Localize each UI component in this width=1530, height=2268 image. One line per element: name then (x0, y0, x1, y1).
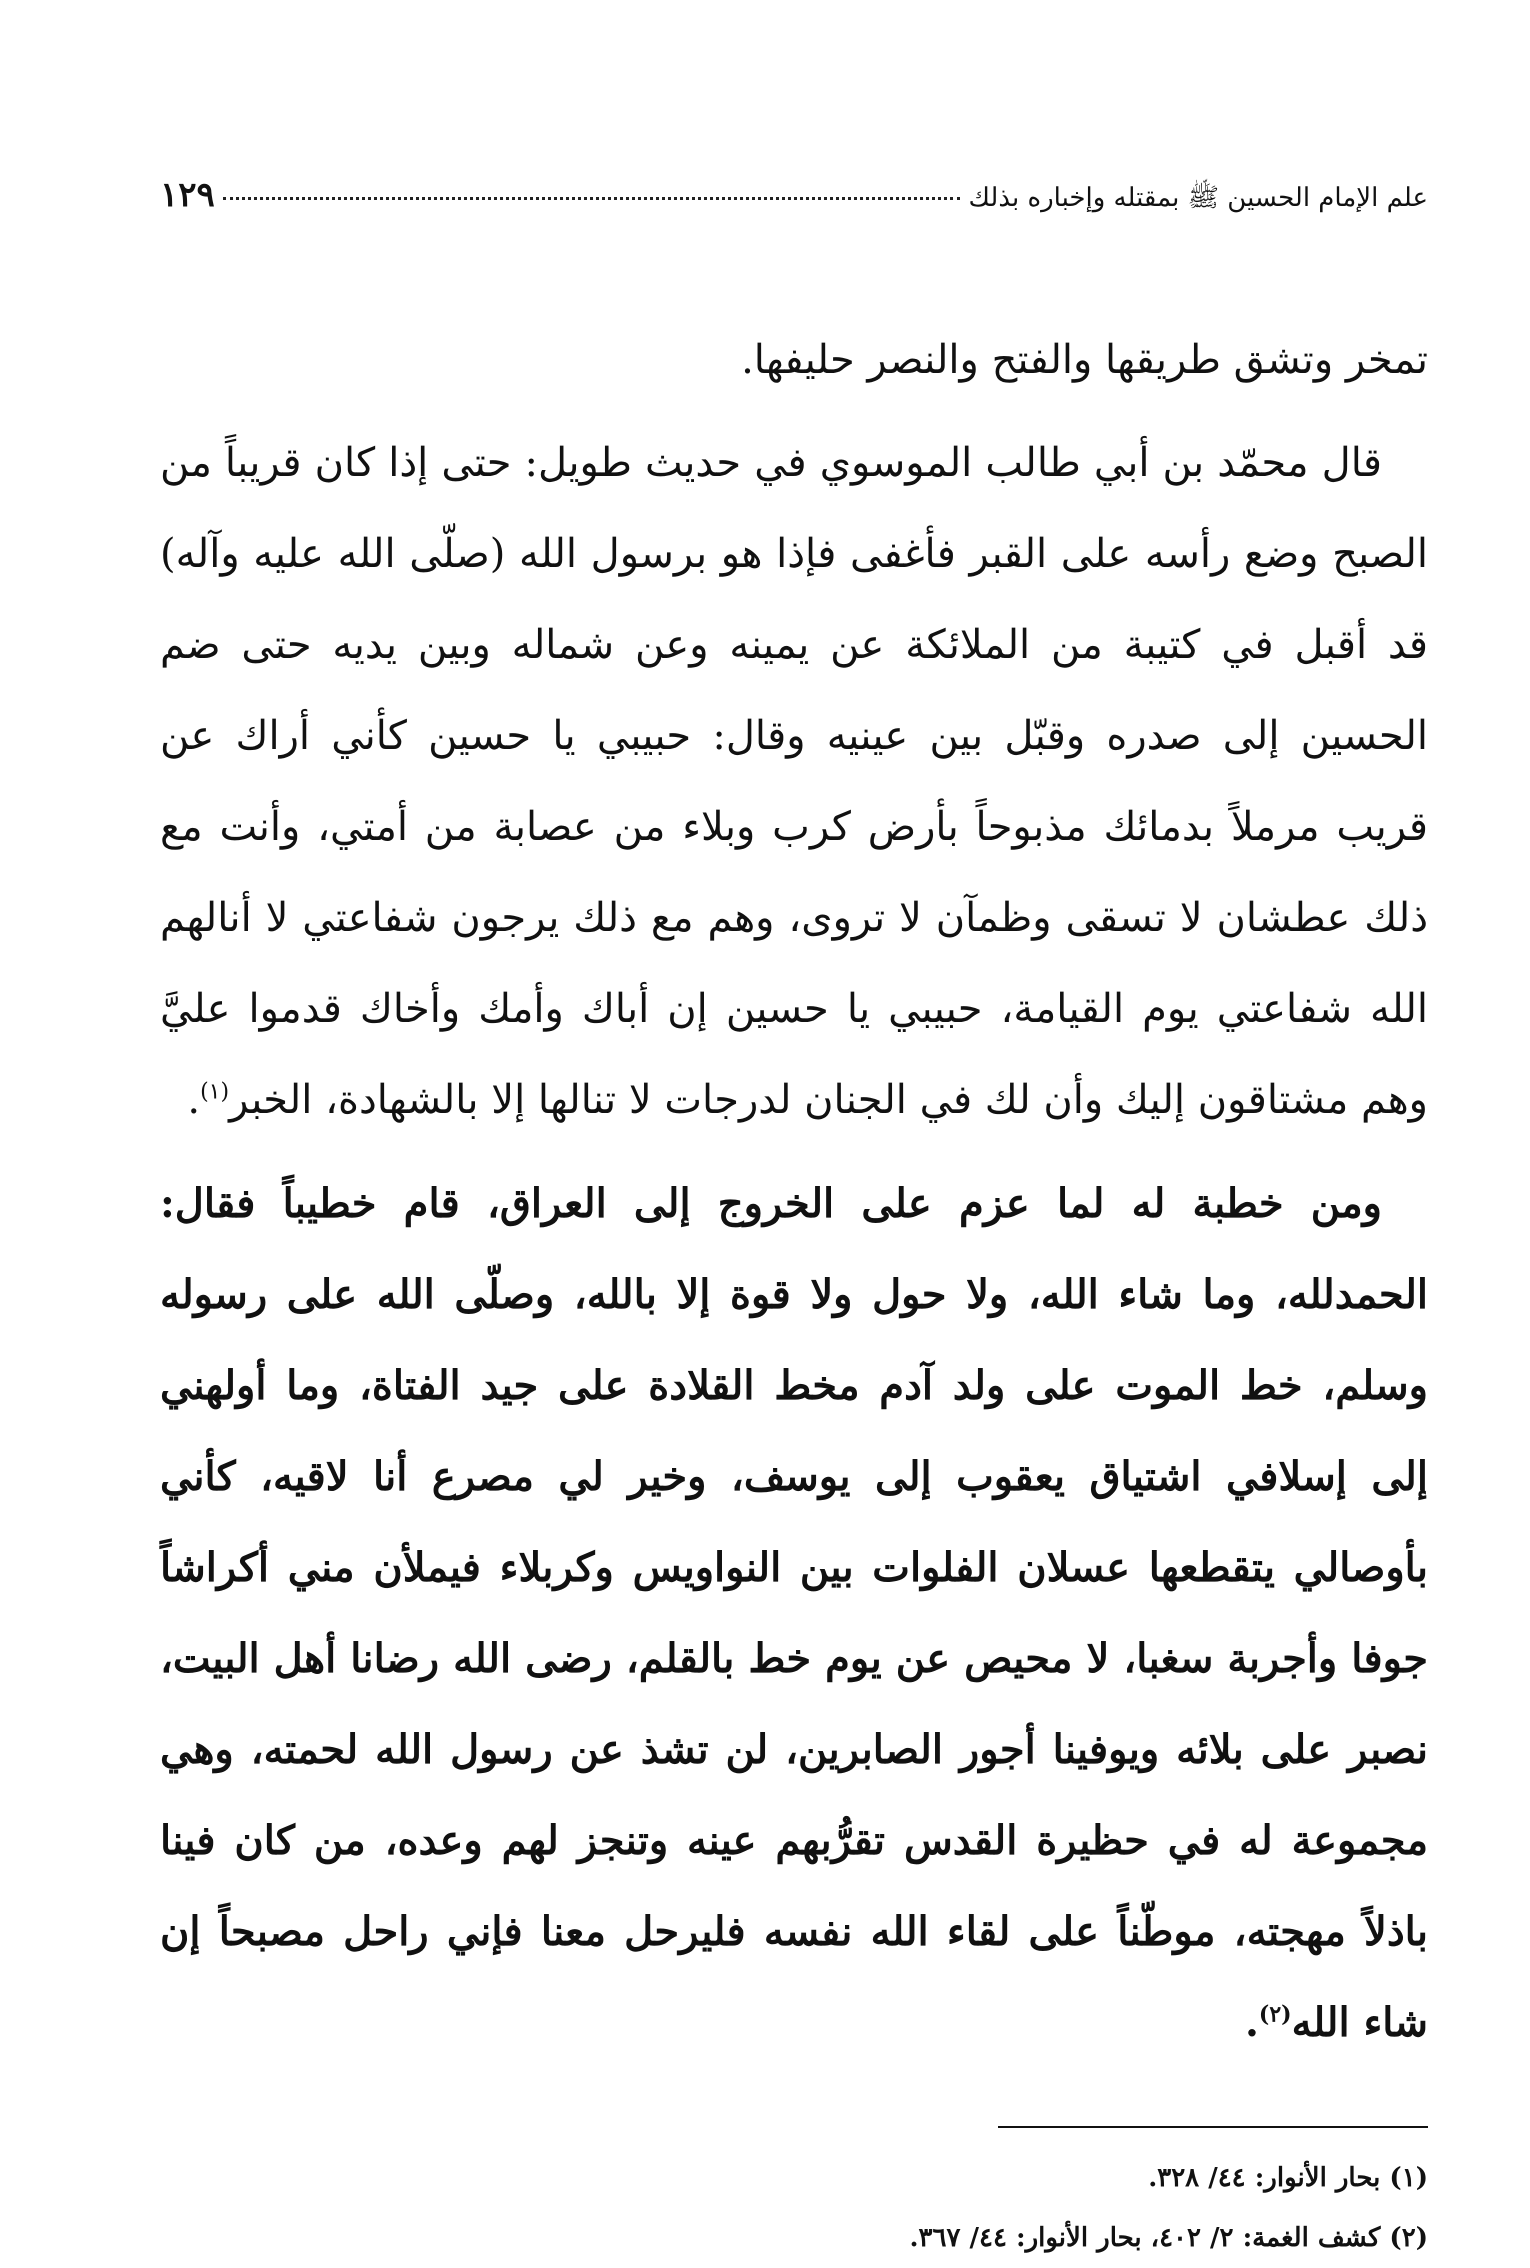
paragraph-3-end: . (1244, 1999, 1259, 2046)
paragraph-2 (160, 418, 1428, 1146)
running-header-title: علم الإمام الحسين ﷺ بمقتله وإخباره بذلك (968, 183, 1428, 213)
running-header (160, 175, 1428, 225)
footnote-ref-1: (١) (200, 1079, 230, 1105)
paragraph-2-text: قال محمّد بن أبي طالب الموسوي في حديث طويل: حتى إذا كان قريباً من الصبح وضع رأسه على القبر فأغفى فإذا هو برسول الله (صلّى الله عليه وآله) قد أقبل في كتيبة من الملائكة عن يمينه وعن شماله وبين يديه حتى ضم الحسين إلى صدره وقبّل بين عينيه وقال: حبيبي يا حسين كأني أراك عن قريب مرملاً بدمائك مذبوحاً بأرض كرب وبلاء من عصابة من أمتي، وأنت مع ذلك عطشان لا تسقى وظمآن لا تروى، وهم مع ذلك يرجون شفاعتي لا أنالهم الله شفاعتي يوم القيامة، حبيبي يا حسين إن أباك وأمك وأخاك قدموا عليَّ وهم مشتاقون إليك وأن لك في الجنان لدرجات لا تنالها إلا بالشهادة، الخبر (160, 440, 1429, 1123)
book-page (160, 175, 1429, 2253)
page-number: ١٢٩ (160, 175, 215, 215)
footnotes (160, 2148, 1428, 2268)
footnote-1: (١) بحار الأنوار: ٤٤/ ٣٢٨. (1148, 2163, 1428, 2193)
paragraph-1: تمخر وتشق طريقها والفتح والنصر حليفها. (741, 337, 1428, 383)
footnote-2: (٢) كشف الغمة: ٢/ ٤٠٢، بحار الأنوار: ٤٤/ ٣٦٧. (909, 2223, 1428, 2253)
footnote-ref-2: (٢) (1258, 2001, 1292, 2028)
paragraph-2-end: . (187, 1077, 201, 1123)
body-text (160, 315, 1428, 2068)
footnote-separator (998, 2126, 1428, 2128)
paragraph-3-text: ومن خطبة له لما عزم على الخروج إلى العراق، قام خطيباً فقال: الحمدلله، وما شاء الله، ولا حول ولا قوة إلا بالله، وصلّى الله على رسوله وسلم، خط الموت على ولد آدم مخط القلادة على جيد الفتاة، وما أولهني إلى إسلافي اشتياق يعقوب إلى يوسف، وخير لي مصرع أنا لاقيه، كأني بأوصالي يتقطعها عسلان الفلوات بين النواويس وكربلاء فيملأن مني أكراشاً جوفا وأجربة سغبا، لا محيص عن يوم خط بالقلم، رضى الله رضانا أهل البيت، نصبر على بلائه ويوفينا أجور الصابرين، لن تشذ عن رسول الله لحمته، وهي مجموعة له في حظيرة القدس تقرُّبهم عينه وتنجز لهم وعده، من كان فينا باذلاً مهجته، موطّناً على لقاء الله نفسه فليرحل معنا فإني راحل مصبحاً إن شاء الله (160, 1180, 1428, 2046)
header-dot-leader (223, 197, 961, 200)
paragraph-3 (160, 1158, 1428, 2068)
